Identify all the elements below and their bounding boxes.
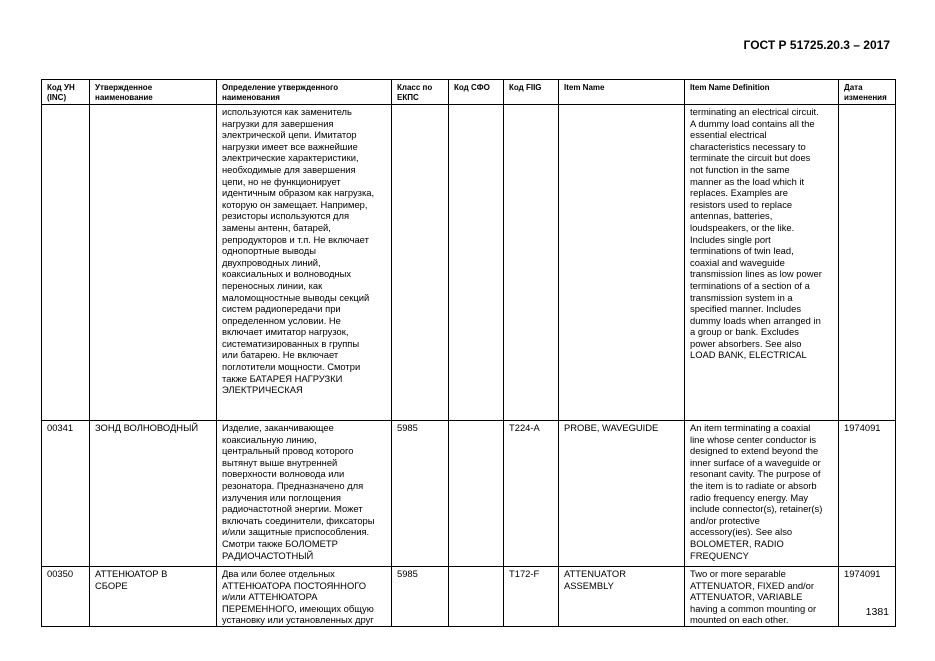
cell-class: 5985 xyxy=(392,567,449,627)
cell-sfo xyxy=(449,567,504,627)
cell-fiig xyxy=(504,105,559,421)
page-number: 1381 xyxy=(865,606,889,618)
catalog-table xyxy=(41,79,896,627)
document-standard-header: ГОСТ Р 51725.20.3 – 2017 xyxy=(743,38,890,52)
cell-approved-name: ЗОНД ВОЛНОВОДНЫЙ xyxy=(90,421,217,567)
cell-definition: используются как заменитель нагрузки для завершения электрической цепи. Имитатор нагрузки имеет все важнейшие электрические характеристики, необходимые для завершения цепи, но не функционирует идентичным образом как нагрузка, которую он замещает. Например, резисторы используются для замены антенн, батарей, репродукторов и т.п. Не включает однопортные выводы двухпроводных линий, коаксиальных и волноводных переносных линии, как маломощностные выводы секций систем радиопередачи при определенном условии. Не включает имитатор нагрузок, систематизированных в группы или батарею. Не включает поглотители мощности. Смотри также БАТАРЕЯ НАГРУЗКИ ЭЛЕКТРИЧЕСКАЯ xyxy=(217,105,392,421)
cell-fiig: T224-A xyxy=(504,421,559,567)
table-header-row xyxy=(42,80,896,105)
cell-definition: Два или более отдельных АТТЕНЮАТОРА ПОСТОЯННОГО и/или АТТЕНЮАТОРА ПЕРЕМЕННОГО, имеющих общую установку или установленных друг xyxy=(217,567,392,627)
column-header-item-name: Item Name xyxy=(559,80,685,105)
cell-item-definition: An item terminating a coaxial line whose center conductor is designed to extend beyond the inner surface of a waveguide or resonant cavity. The purpose of the item is to radiate or absorb radio frequency energy. May include connector(s), retainer(s) and/or protective accessory(ies). See also BOLOMETER, RADIO FREQUENCY xyxy=(685,421,839,567)
cell-inc: 00350 xyxy=(42,567,90,627)
cell-approved-name xyxy=(90,105,217,421)
column-header-class: Класс по ЕКПС xyxy=(392,80,449,105)
cell-fiig: T172-F xyxy=(504,567,559,627)
cell-class: 5985 xyxy=(392,421,449,567)
column-header-item-definition: Item Name Definition xyxy=(685,80,839,105)
cell-definition: Изделие, заканчивающее коаксиальную линию, центральный провод которого вытянут выше внутренней поверхности волновода или резонатора. Предназначено для излучения или поглощения радиочастотной энергии. Может включать соединители, фиксаторы и/или защитные приспособления. Смотри также БОЛОМЕТР РАДИОЧАСТОТНЫЙ xyxy=(217,421,392,567)
column-header-inc: Код УН (INC) xyxy=(42,80,90,105)
table-row xyxy=(42,421,896,567)
cell-sfo xyxy=(449,421,504,567)
column-header-date: Дата изменения xyxy=(839,80,896,105)
cell-date: 1974091 xyxy=(839,567,896,627)
cell-date: 1974091 xyxy=(839,421,896,567)
cell-item-definition: Two or more separable ATTENUATOR, FIXED and/or ATTENUATOR, VARIABLE having a common mounting or mounted on each other. xyxy=(685,567,839,627)
cell-item-name: ATTENUATOR ASSEMBLY xyxy=(559,567,685,627)
column-header-definition: Определение утвержденного наименования xyxy=(217,80,392,105)
cell-item-definition: terminating an electrical circuit. A dummy load contains all the essential electrical characteristics necessary to terminate the circuit but does not function in the same manner as the load which it replaces. Examples are resistors used to replace antennas, batteries, loudspeakers, or the like. Includes single port terminations of twin lead, coaxial and waveguide transmission lines as low power terminations of a section of a transmission system in a specified manner. Includes dummy loads when arranged in a group or bank. Excludes power absorbers. See also LOAD BANK, ELECTRICAL xyxy=(685,105,839,421)
column-header-fiig: Код FIIG xyxy=(504,80,559,105)
column-header-approved-name: Утвержденное наименование xyxy=(90,80,217,105)
table-row xyxy=(42,567,896,627)
cell-item-name: PROBE, WAVEGUIDE xyxy=(559,421,685,567)
cell-inc: 00341 xyxy=(42,421,90,567)
cell-inc xyxy=(42,105,90,421)
cell-approved-name: АТТЕНЮАТОР В СБОРЕ xyxy=(90,567,217,627)
column-header-sfo: Код СФО xyxy=(449,80,504,105)
table-row xyxy=(42,105,896,421)
cell-class xyxy=(392,105,449,421)
cell-date xyxy=(839,105,896,421)
cell-item-name xyxy=(559,105,685,421)
cell-sfo xyxy=(449,105,504,421)
